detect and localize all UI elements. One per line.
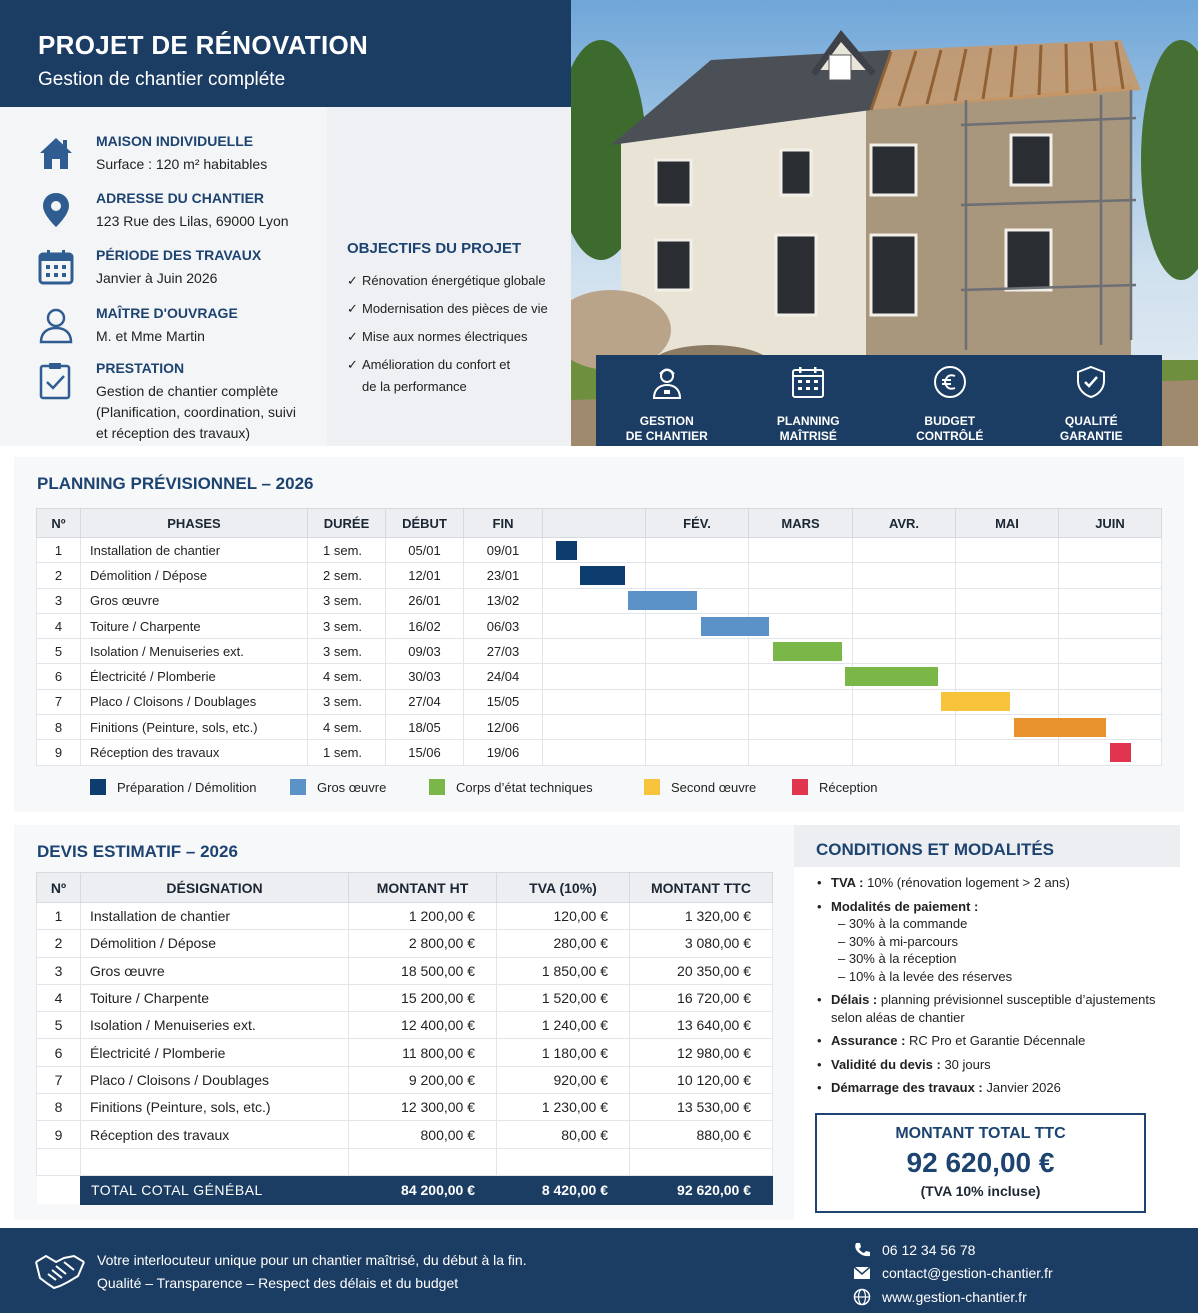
total-ttc: 92 620,00 €: [630, 1175, 773, 1204]
phase-start: 26/01: [386, 588, 464, 613]
gantt-cell: [543, 613, 646, 638]
item-designation: Installation de chantier: [81, 903, 349, 930]
info-service: [36, 360, 326, 444]
features-band: [596, 355, 1162, 446]
col-header: TVA (10%): [497, 873, 630, 903]
total-label: MONTANT TOTAL TTC: [895, 1125, 1066, 1142]
devis-row: [37, 930, 773, 957]
legend-item: Gros œuvre: [290, 779, 429, 795]
payment-step: – 30% à mi-parcours: [838, 933, 958, 949]
phase-start: 15/06: [386, 740, 464, 765]
planning-row: [37, 613, 1162, 638]
payment-step: – 10% à la levée des réserves: [838, 968, 1013, 984]
info-value: Gestion de chantier complète (Planification, coordination, suivi et réception des travaux): [96, 383, 296, 441]
gantt-cell: [1059, 664, 1162, 689]
conditions-list: [817, 874, 1177, 1103]
legend-item: Réception: [792, 779, 878, 795]
contact-web[interactable]: www.gestion-chantier.fr: [853, 1285, 1053, 1309]
legend-swatch: [644, 779, 660, 795]
info-period: [36, 247, 326, 289]
handshake-icon: [34, 1248, 86, 1292]
info-value: M. et Mme Martin: [96, 328, 205, 344]
gantt-bar: [701, 617, 770, 636]
phase-end: 13/02: [464, 588, 543, 613]
planning-table: [36, 508, 1162, 766]
clipboard-check-icon: [36, 360, 76, 400]
phase-duration: 3 sem.: [308, 588, 386, 613]
amount-tva: 120,00 €: [497, 903, 630, 930]
phase-name: Gros œuvre: [81, 588, 308, 613]
gantt-cell: [646, 689, 749, 714]
info-label: MAÎTRE D'OUVRAGE: [96, 305, 238, 321]
page-title: PROJET DE RÉNOVATION: [38, 30, 369, 60]
total-box: [815, 1113, 1146, 1213]
phase-duration: 3 sem.: [308, 639, 386, 664]
info-value: Janvier à Juin 2026: [96, 270, 218, 286]
gantt-bar: [556, 541, 577, 560]
feature-planning: [738, 355, 880, 446]
phase-duration: 3 sem.: [308, 689, 386, 714]
month-header: [543, 509, 646, 538]
gantt-cell: [646, 715, 749, 740]
legend-item: Second œuvre: [644, 779, 792, 795]
objectives: [347, 240, 567, 410]
footer: [0, 1228, 1198, 1313]
legend-swatch: [290, 779, 306, 795]
amount-tva: 280,00 €: [497, 930, 630, 957]
planning-row: [37, 715, 1162, 740]
amount-ttc: 1 320,00 €: [630, 903, 773, 930]
gantt-cell: [646, 538, 749, 563]
row-number: 3: [37, 957, 81, 984]
gantt-cell: [646, 563, 749, 588]
phase-end: 23/01: [464, 563, 543, 588]
item-designation: Démolition / Dépose: [81, 930, 349, 957]
phase-end: 19/06: [464, 740, 543, 765]
check-icon: ✓: [347, 357, 358, 372]
feature-label: MAÎTRISÉ: [779, 429, 837, 443]
info-label: PRESTATION: [96, 360, 185, 376]
gantt-cell: [749, 689, 853, 714]
total-tva: 8 420,00 €: [497, 1175, 630, 1204]
amount-tva: 1 240,00 €: [497, 1012, 630, 1039]
gantt-cell: [853, 740, 956, 765]
phase-start: 27/04: [386, 689, 464, 714]
gantt-cell: [749, 664, 853, 689]
gantt-cell: [853, 613, 956, 638]
amount-ttc: 12 980,00 €: [630, 1039, 773, 1066]
gantt-cell: [853, 715, 956, 740]
gantt-bar: [628, 591, 697, 610]
worker-icon: [650, 365, 684, 399]
mail-icon: [853, 1266, 871, 1280]
devis-row: [37, 957, 773, 984]
gantt-cell: [956, 563, 1059, 588]
gantt-bar: [845, 667, 938, 686]
empty-cell: [81, 1148, 349, 1175]
phase-start: 12/01: [386, 563, 464, 588]
month-header: JUIN: [1059, 509, 1162, 538]
gantt-cell: [646, 639, 749, 664]
row-number: 8: [37, 1094, 81, 1121]
col-header: Nº: [37, 873, 81, 903]
gantt-bar: [1014, 718, 1107, 737]
page-subtitle: Gestion de chantier compléte: [38, 69, 286, 90]
info-label: MAISON INDIVIDUELLE: [96, 133, 254, 149]
gantt-bar: [773, 642, 842, 661]
gantt-cell: [956, 664, 1059, 689]
planning-title: PLANNING PRÉVISIONNEL – 2026: [37, 474, 314, 493]
row-number: 3: [37, 588, 81, 613]
row-number: 2: [37, 930, 81, 957]
phase-duration: 4 sem.: [308, 715, 386, 740]
amount-tva: 920,00 €: [497, 1066, 630, 1093]
info-value: Surface : 120 m² habitables: [96, 156, 268, 172]
feature-qualite: [1021, 355, 1163, 446]
gantt-cell: [853, 538, 956, 563]
gantt-bar: [941, 692, 1010, 711]
feature-label: PLANNING: [776, 414, 840, 428]
phase-name: Finitions (Peinture, sols, etc.): [81, 715, 308, 740]
gantt-cell: [646, 740, 749, 765]
row-number: 7: [37, 1066, 81, 1093]
phase-duration: 3 sem.: [308, 613, 386, 638]
gantt-cell: [1059, 689, 1162, 714]
calendar-grid-icon: [791, 365, 825, 399]
feature-label: QUALITÉ: [1064, 414, 1118, 428]
amount-ht: 15 200,00 €: [349, 984, 497, 1011]
empty-cell: [349, 1148, 497, 1175]
gantt-cell: [853, 689, 956, 714]
gantt-cell: [543, 664, 646, 689]
row-number: 5: [37, 1012, 81, 1039]
legend-swatch: [90, 779, 106, 795]
gantt-cell: [956, 740, 1059, 765]
globe-icon: [853, 1288, 871, 1306]
row-number: 2: [37, 563, 81, 588]
gantt-cell: [646, 664, 749, 689]
planning-row: [37, 664, 1162, 689]
payment-step: – 30% à la commande: [838, 916, 968, 931]
condition-item: • Délais : planning prévisionnel susceptible d’ajustements selon aléas de chantier: [817, 991, 1177, 1026]
empty-cell: [497, 1148, 630, 1175]
phase-duration: 2 sem.: [308, 563, 386, 588]
amount-ttc: 3 080,00 €: [630, 930, 773, 957]
info-label: PÉRIODE DES TRAVAUX: [96, 247, 262, 263]
amount-ttc: 10 120,00 €: [630, 1066, 773, 1093]
phase-end: 09/01: [464, 538, 543, 563]
amount-ttc: 20 350,00 €: [630, 957, 773, 984]
person-icon: [36, 305, 76, 345]
row-number: 1: [37, 538, 81, 563]
row-number: 7: [37, 689, 81, 714]
phase-duration: 1 sem.: [308, 740, 386, 765]
condition-item: • Démarrage des travaux : Janvier 2026: [817, 1079, 1177, 1097]
devis-spacer-row: [37, 1148, 773, 1175]
gantt-cell: [956, 639, 1059, 664]
phase-duration: 1 sem.: [308, 538, 386, 563]
devis-row: [37, 1066, 773, 1093]
feature-budget: [879, 355, 1021, 446]
feature-label: GARANTIE: [1059, 429, 1123, 443]
col-header: Nº: [37, 509, 81, 538]
amount-ttc: 880,00 €: [630, 1121, 773, 1148]
gantt-cell: [543, 715, 646, 740]
planning-row: [37, 588, 1162, 613]
total-note: (TVA 10% incluse): [920, 1183, 1041, 1199]
euro-icon: [933, 365, 967, 399]
devis-row: [37, 1012, 773, 1039]
item-designation: Placo / Cloisons / Doublages: [81, 1066, 349, 1093]
gantt-cell: [1059, 538, 1162, 563]
info-house: [36, 133, 326, 175]
devis-total-row: [37, 1175, 773, 1204]
amount-ht: 2 800,00 €: [349, 930, 497, 957]
row-number: 4: [37, 984, 81, 1011]
devis-row: [37, 1121, 773, 1148]
item-designation: Réception des travaux: [81, 1121, 349, 1148]
phone-icon: [853, 1242, 871, 1258]
month-header: MARS: [749, 509, 853, 538]
phase-end: 27/03: [464, 639, 543, 664]
row-number: 6: [37, 1039, 81, 1066]
amount-ttc: 13 640,00 €: [630, 1012, 773, 1039]
phase-start: 30/03: [386, 664, 464, 689]
item-designation: Finitions (Peinture, sols, etc.): [81, 1094, 349, 1121]
payment-step: – 30% à la réception: [838, 951, 957, 966]
row-number: 4: [37, 613, 81, 638]
item-designation: Toiture / Charpente: [81, 984, 349, 1011]
planning-row: [37, 538, 1162, 563]
gantt-cell: [1059, 563, 1162, 588]
gantt-cell: [956, 613, 1059, 638]
title-block: [0, 0, 571, 107]
legend-swatch: [429, 779, 445, 795]
contact-email[interactable]: contact@gestion-chantier.fr: [853, 1262, 1053, 1286]
total-ht: 84 200,00 €: [349, 1175, 497, 1204]
total-value: 92 620,00 €: [906, 1147, 1055, 1178]
col-header: MONTANT TTC: [630, 873, 773, 903]
gantt-cell: [853, 563, 956, 588]
feature-label: DE CHANTIER: [625, 429, 708, 443]
condition-item: • Modalités de paiement : – 30% à la commande – 30% à mi-parcours – 30% à la réception – 10% à la levée des réserves: [817, 898, 1177, 986]
objective-item: ✓ Amélioration du confort et de la performance: [347, 354, 567, 398]
phase-name: Placo / Cloisons / Doublages: [81, 689, 308, 714]
item-designation: Isolation / Menuiseries ext.: [81, 1012, 349, 1039]
gantt-cell: [1059, 639, 1162, 664]
phase-start: 18/05: [386, 715, 464, 740]
amount-ht: 1 200,00 €: [349, 903, 497, 930]
phase-name: Démolition / Dépose: [81, 563, 308, 588]
devis-row: [37, 984, 773, 1011]
gantt-legend: [90, 779, 878, 795]
info-value: 123 Rue des Lilas, 69000 Lyon: [96, 213, 289, 229]
house-icon: [36, 133, 76, 173]
phase-start: 16/02: [386, 613, 464, 638]
gantt-cell: [956, 588, 1059, 613]
amount-tva: 1 230,00 €: [497, 1094, 630, 1121]
row-number: 8: [37, 715, 81, 740]
month-header: AVR.: [853, 509, 956, 538]
item-designation: Électricité / Plomberie: [81, 1039, 349, 1066]
phase-end: 06/03: [464, 613, 543, 638]
phase-name: Installation de chantier: [81, 538, 308, 563]
phase-end: 12/06: [464, 715, 543, 740]
phase-name: Électricité / Plomberie: [81, 664, 308, 689]
devis-row: [37, 903, 773, 930]
feature-label: CONTRÔLÉ: [916, 429, 984, 443]
phase-name: Isolation / Menuiseries ext.: [81, 639, 308, 664]
total-label: TOTAL COTAL GÉNÉBAL: [81, 1175, 349, 1204]
info-label: ADRESSE DU CHANTIER: [96, 190, 265, 206]
amount-tva: 1 520,00 €: [497, 984, 630, 1011]
col-header: PHASES: [81, 509, 308, 538]
footer-line-2: Qualité – Transparence – Respect des délais et du budget: [97, 1275, 459, 1291]
amount-ht: 9 200,00 €: [349, 1066, 497, 1093]
gantt-cell: [749, 715, 853, 740]
gantt-cell: [749, 740, 853, 765]
month-header: MAI: [956, 509, 1059, 538]
shield-check-icon: [1074, 365, 1108, 399]
devis-row: [37, 1039, 773, 1066]
amount-ht: 18 500,00 €: [349, 957, 497, 984]
location-pin-icon: [36, 190, 76, 230]
condition-item: • Assurance : RC Pro et Garantie Décennale: [817, 1032, 1177, 1050]
legend-item: Préparation / Démolition: [90, 779, 290, 795]
check-icon: ✓: [347, 273, 358, 288]
phase-name: Toiture / Charpente: [81, 613, 308, 638]
amount-tva: 1 180,00 €: [497, 1039, 630, 1066]
conditions-title: CONDITIONS ET MODALITÉS: [816, 840, 1054, 859]
row-number: 9: [37, 740, 81, 765]
row-number: 9: [37, 1121, 81, 1148]
check-icon: ✓: [347, 329, 358, 344]
condition-item: • Validité du devis : 30 jours: [817, 1056, 1177, 1074]
empty-cell: [37, 1175, 81, 1204]
footer-line-1: Votre interlocuteur unique pour un chantier maîtrisé, du début à la fin.: [97, 1252, 527, 1268]
amount-ht: 12 300,00 €: [349, 1094, 497, 1121]
item-designation: Gros œuvre: [81, 957, 349, 984]
objective-item: ✓ Modernisation des pièces de vie: [347, 298, 567, 320]
amount-ht: 12 400,00 €: [349, 1012, 497, 1039]
planning-row: [37, 639, 1162, 664]
devis-title: DEVIS ESTIMATIF – 2026: [37, 842, 238, 861]
objective-item: ✓ Rénovation énergétique globale: [347, 270, 567, 292]
gantt-cell: [749, 538, 853, 563]
phase-end: 15/05: [464, 689, 543, 714]
col-header: DÉSIGNATION: [81, 873, 349, 903]
row-number: 6: [37, 664, 81, 689]
gantt-cell: [956, 538, 1059, 563]
feature-label: BUDGET: [924, 414, 976, 428]
amount-tva: 1 850,00 €: [497, 957, 630, 984]
col-header: DURÉE: [308, 509, 386, 538]
col-header: FIN: [464, 509, 543, 538]
check-icon: ✓: [347, 301, 358, 316]
phase-start: 09/03: [386, 639, 464, 664]
devis-row: [37, 1094, 773, 1121]
contact-block: [853, 1238, 1053, 1309]
gantt-cell: [853, 639, 956, 664]
row-number: 5: [37, 639, 81, 664]
col-header: DÉBUT: [386, 509, 464, 538]
row-number: 1: [37, 903, 81, 930]
info-address: [36, 190, 326, 232]
gantt-bar: [580, 566, 625, 585]
gantt-cell: [1059, 588, 1162, 613]
objective-item: ✓ Mise aux normes électriques: [347, 326, 567, 348]
feature-label: GESTION: [639, 414, 694, 428]
objectives-title: OBJECTIFS DU PROJET: [347, 240, 522, 257]
phase-end: 24/04: [464, 664, 543, 689]
gantt-cell: [749, 588, 853, 613]
calendar-icon: [36, 247, 76, 287]
phase-name: Réception des travaux: [81, 740, 308, 765]
amount-ht: 800,00 €: [349, 1121, 497, 1148]
amount-ht: 11 800,00 €: [349, 1039, 497, 1066]
devis-table: [36, 872, 773, 1205]
info-owner: [36, 305, 326, 347]
gantt-cell: [853, 588, 956, 613]
amount-tva: 80,00 €: [497, 1121, 630, 1148]
gantt-cell: [543, 740, 646, 765]
empty-cell: [630, 1148, 773, 1175]
phase-start: 05/01: [386, 538, 464, 563]
amount-ttc: 13 530,00 €: [630, 1094, 773, 1121]
gantt-cell: [543, 639, 646, 664]
planning-row: [37, 740, 1162, 765]
legend-swatch: [792, 779, 808, 795]
feature-gestion: [596, 355, 738, 446]
month-header: FÉV.: [646, 509, 749, 538]
gantt-cell: [749, 563, 853, 588]
gantt-cell: [1059, 613, 1162, 638]
gantt-bar: [1110, 743, 1131, 762]
empty-cell: [37, 1148, 81, 1175]
phase-duration: 4 sem.: [308, 664, 386, 689]
amount-ttc: 16 720,00 €: [630, 984, 773, 1011]
contact-phone[interactable]: 06 12 34 56 78: [853, 1238, 1053, 1262]
condition-item: • TVA : 10% (rénovation logement > 2 ans): [817, 874, 1177, 892]
col-header: MONTANT HT: [349, 873, 497, 903]
gantt-cell: [543, 689, 646, 714]
legend-item: Corps d’état techniques: [429, 779, 644, 795]
